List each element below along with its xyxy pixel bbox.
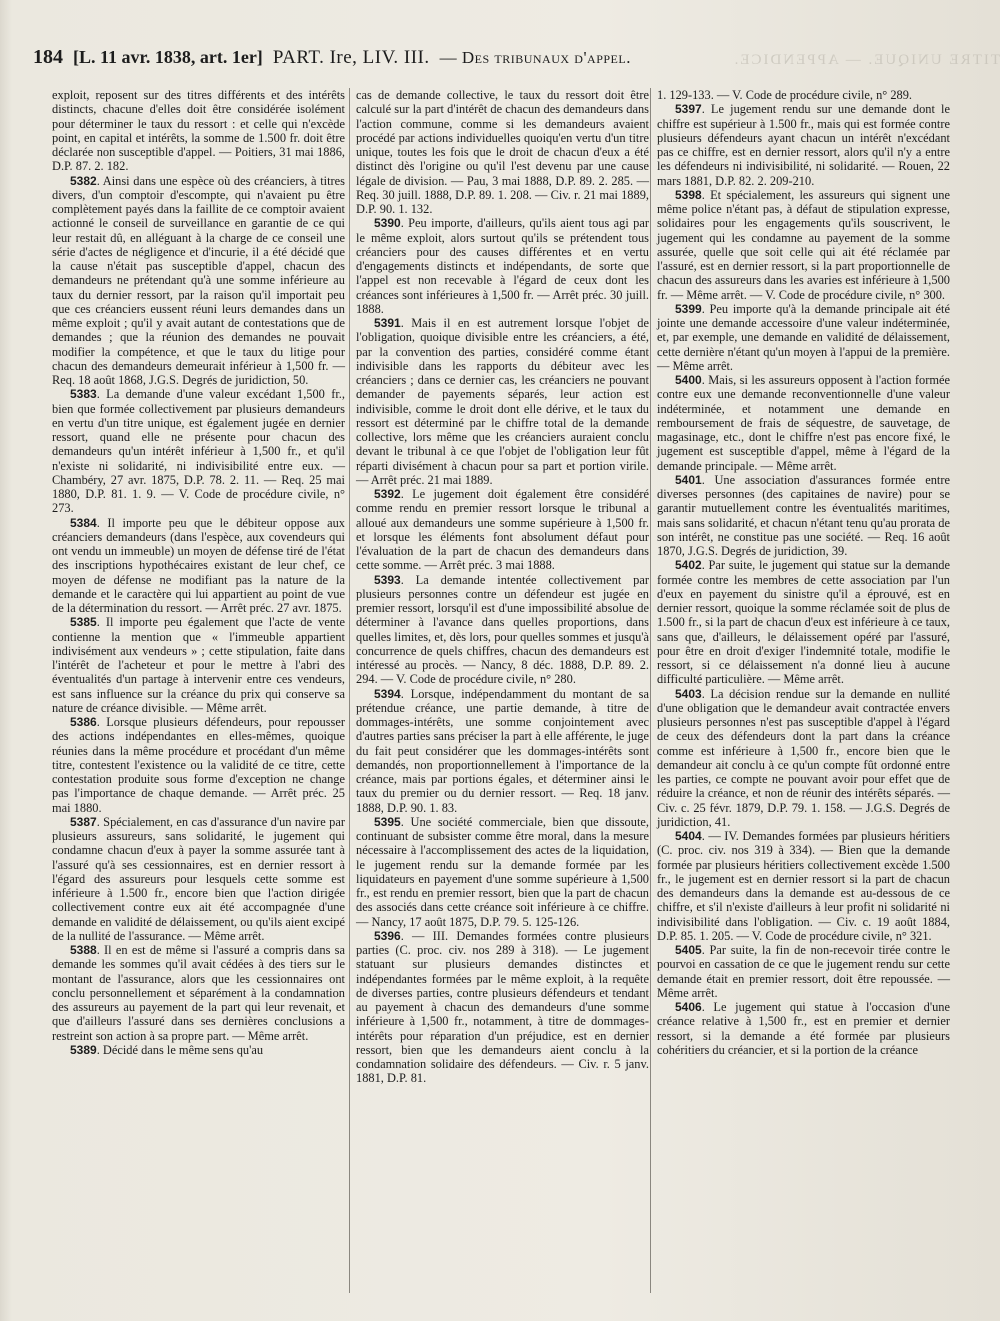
numbered-paragraph: [52, 715, 345, 815]
numbered-paragraph: [657, 373, 950, 473]
paragraph-text: . Une association d'assurances formée entre diverses personnes (des capitaines de navire) pour se garantir mutuellement contre les éventualités maritimes, mais sans solidarité, et chacun n'étant tenu qu'au prorata de son intérêt, ne constitue pas une société. — Req. 16 août 1870, J.G.S. Degrés de juridiction, 39.: [657, 472, 950, 558]
paragraph-number: 5404: [675, 829, 702, 843]
paragraph-text: . La demande d'une valeur excédant 1,500 fr., bien que formée collectivement par plusieurs demandeurs en vertu d'un titre unique, est également jugée en dernier ressort, quand elle ne présente pour chacun des demandeurs qu'un intérêt inférieur à 1,500 fr., et qu'il n'existe ni solidarité, ni indivisibilité entre eux. — Chambéry, 27 avr. 1875, D.P. 78. 2. 11. — Req. 25 mai 1880, D.P. 81. 1. 9. — V. Code de procédure civile, n° 273.: [52, 387, 345, 516]
numbered-paragraph: [52, 174, 345, 388]
paragraph-number: 5390: [374, 216, 401, 231]
paragraph-text: . Mais, si les assureurs opposent à l'action formée contre eux une demande reconventionnelle d'une valeur indéterminée, et notamment une demande en remboursement de frais de séquestre, de sauvetage, de magasinage, etc., dont le chiffre n'est pas encore fixé, le jugement est susceptible d'appel, même à l'égard de la demande principale. — Même arrêt.: [657, 373, 950, 473]
continued-paragraph: [52, 88, 345, 174]
paragraph-text: . Spécialement, en cas d'assurance d'un navire par plusieurs assureurs, sans solidarité, le jugement qui condamne chacun d'eux à payer la somme assurée tant à l'assuré qu'à ses cessionnaires, est en dernier ressort à l'égard des assureurs pour lesquels cette somme est inférieure à 1.500 fr., encore bien que l'action dirigée collectivement contre eux ait été accompagnée d'une demande en validité de délaissement, ou qu'ils aient excipé de la nullité de l'assurance. — Même arrêt.: [52, 814, 345, 943]
numbered-paragraph: [356, 815, 649, 929]
paragraph-number: 5403: [675, 686, 702, 701]
paragraph-text: . Il importe peu que le débiteur oppose aux créanciers demandeurs (dans l'espèce, aux covendeurs qui ont vendu un immeuble) un moyen de défense tiré de l'état des inscriptions hypothécaires existant de leur chef, ce moyen de défense ne modifiant pas la nature de la demande et le caractère qui lui appartient au point de vue de la détermination du ressort. — Arrêt préc. 27 avr. 1875.: [52, 515, 345, 615]
numbered-paragraph: [657, 558, 950, 686]
numbered-paragraph: [52, 943, 345, 1043]
law-reference: [L. 11 avr. 1838, art. 1er]: [73, 47, 263, 67]
paragraph-number: 5385: [70, 615, 97, 630]
paragraph-text: . Mais il en est autrement lorsque l'objet de l'obligation, quoique divisible entre les créanciers, a été, par la convention des parties, considéré comme étant indivisible dans les rapports du débiteur avec les créanciers ; dans ce dernier cas, les créanciers ne pouvant demander de payements séparés, leur action est indivisible, comme le droit dont elle dérive, et le taux du ressort est déterminé par le chiffre total de la demande collective, lors même que les créanciers auraient conclu devant le tribunal à ce que l'objet de l'obligation leur fût réparti divisément à chacun pour sa part et portion virile. — Arrêt préc. 21 mai 1889.: [356, 316, 649, 487]
paragraph-number: 5402: [675, 558, 702, 573]
paragraph-number: 5393: [374, 572, 401, 587]
paragraph-text: . Il importe peu également que l'acte de vente contienne la mention que « l'immeuble appartient indivisément aux vendeurs » ; cette stipulation, faite dans l'intérêt de l'acheteur et pour le mettre à l'abri des éventualités d'un partage à intervenir entre ces vendeurs, est sans influence sur la créance du prix qui conserve sa nature de créance divisible. — Même arrêt.: [52, 615, 345, 715]
running-header: [33, 46, 683, 76]
paragraph-number: 5382: [70, 173, 97, 188]
paragraph-number: 5400: [675, 373, 702, 387]
paragraph-text: . — III. Demandes formées contre plusieurs parties (C. proc. civ. nos 289 à 318). — Le jugement statuant sur plusieurs demandes distinctes et indépendantes formées par le même exploit, à la requête de diverses parties, contre plusieurs défendeurs et tendant au payement à chacun des demandeurs d'une somme inférieure à 1,500 fr., notamment, à titre de dommages-intérêts pour réparation d'un préjudice, est en dernier ressort, bien que les demandeurs aient conclu à la condamnation solidaire des défendeurs. — Civ. r. 5 janv. 1881, D.P. 81.: [356, 928, 649, 1086]
paragraph-number: 5384: [70, 515, 97, 530]
paragraph-text: . Il en est de même si l'assuré a compris dans sa demande les sommes qu'il avait cédées à des tiers sur le montant de l'assurance, alors que les cessionnaires ont conclu personnellement et séparément à la condamnation des assureurs au payement de la part qui leur revenait, et que d'ailleurs l'assuré dans ses dernières conclusions a restreint son action à sa propre part. — Même arrêt.: [52, 943, 345, 1043]
numbered-paragraph: [657, 687, 950, 830]
paragraph-text: . Ainsi dans une espèce où des créanciers, à titres divers, d'un comptoir d'escompte, qui n'avaient pu être complètement payés dans la faillite de ce comptoir avaient actionné le conseil de surveillance en garantie de ce qui leur restait dû, en alléguant à la charge de ce conseil une série d'actes de négligence et d'incurie, il a été décidé que la cause n'était pas susceptible d'appel, chacun des demandeurs ne prétendant qu'à une somme inférieure au taux du dernier ressort, par la raison qu'il importait peu que ces créanciers eussent réuni leurs demandes dans un même exploit ; qu'il y avait autant de contestations que de demandes ; que la réunion des demandes ne pouvait modifier la compétence, et que le taux du litige pour chacun des demandeurs demeurait inférieur à 1,500 fr. — Req. 18 août 1868, J.G.S. Degrés de juridiction, 50.: [52, 173, 345, 387]
numbered-paragraph: [356, 687, 649, 815]
paragraph-number: 5383: [70, 387, 97, 402]
numbered-paragraph: [52, 1043, 345, 1057]
paragraph-text: . La demande intentée collectivement par plusieurs personnes contre un défendeur est jugée en premier ressort, lorsqu'il est d'une impossibilité absolue de déterminer à l'avance dans quelles proportions, dans quelles limites, et, dès lors, pour quelles sommes et jusqu'à concurrence de quels chiffres, chacun des demandeurs est intéressé au procès. — Nancy, 8 déc. 1888, D.P. 89. 2. 294. — V. Code de procédure civile, n° 280.: [356, 572, 649, 687]
paragraph-number: 5406: [675, 1000, 702, 1014]
paragraph-text: . Et spécialement, les assureurs qui signent une même police n'étant pas, à défaut de stipulation expresse, solidaires pour les engagements qu'ils souscrivent, le jugement qui les condamne au payement de la somme assurée, quelle que soit celle qui ait été réclamée par l'assuré, est en dernier ressort, si la part proportionnelle de chacun des assureurs dans les avaries est inférieure à 1,500 fr. — Même arrêt. — V. Code de procédure civile, n° 300.: [657, 187, 950, 302]
paragraph-number: 5389: [70, 1042, 97, 1057]
paragraph-number: 5396: [374, 928, 401, 943]
numbered-paragraph: [52, 815, 345, 943]
paragraph-number: 5405: [675, 943, 702, 957]
numbered-paragraph: [657, 1000, 950, 1057]
paragraph-text: exploit, reposent sur des titres différents et des intérêts distincts, chacune d'elles doit être considérée isolément pour déterminer le taux du ressort : et celle qui n'excède point, en capital et intérêts, la somme de 1.500 fr. doit être déclarée non susceptible d'appel. — Poitiers, 31 mai 1886, D.P. 87. 2. 182.: [52, 88, 345, 174]
paragraph-number: 5395: [374, 814, 401, 829]
text-column-3: [657, 88, 950, 1300]
paragraph-text: . — IV. Demandes formées par plusieurs héritiers (C. proc. civ. nos 319 à 334). — Bien que la demande formée par plusieurs héritiers collectivement excède 1.500 fr., le jugement est en dernier ressort si la part de chacun des demandeurs dans la demande est au-dessous de ce chiffre, et s'il n'existe d'ailleurs à leur profit ni solidarité ni indivisibilité dans l'obligation. — Civ. c. 19 août 1884, D.P. 85. 1. 205. — V. Code de procédure civile, n° 321.: [657, 829, 950, 943]
paragraph-text: . Le jugement doit également être considéré comme rendu en premier ressort lorsque le tribunal a alloué aux demandeurs une somme supérieure à 1,500 fr. et lorsque les éléments font absolument défaut pour l'évaluation de la part de chacun des demandeurs dans cette somme. — Arrêt préc. 3 mai 1888.: [356, 487, 649, 573]
numbered-paragraph: [356, 573, 649, 687]
paragraph-text: 1. 129-133. — V. Code de procédure civile, n° 289.: [657, 88, 913, 102]
column-divider: [349, 88, 350, 1293]
paragraph-number: 5387: [70, 814, 97, 829]
numbered-paragraph: [657, 102, 950, 188]
paragraph-text: . Peu importe, d'ailleurs, qu'ils aient tous agi par le même exploit, alors surtout qu'ils se prétendent tous créanciers pour des causes différentes et en vertu d'engagements distincts et indépendants, de sorte que l'appel est non recevable à l'égard de ceux dont les créances sont inférieures à 1,500 fr. — Arrêt préc. 30 juill. 1888.: [356, 216, 649, 316]
text-column-2: [356, 88, 649, 1300]
paragraph-text: . Peu importe qu'à la demande principale ait été jointe une demande accessoire d'une valeur indéterminée, et, par exemple, une demande en validité de délaissement, cette dernière n'étant qu'un moyen à l'appui de la première. — Même arrêt.: [657, 301, 950, 373]
paragraph-number: 5399: [675, 301, 702, 316]
paragraph-number: 5388: [70, 943, 97, 957]
continued-paragraph: [657, 88, 950, 102]
section-title: — Des tribunaux d'appel.: [439, 48, 631, 67]
numbered-paragraph: [356, 929, 649, 1086]
numbered-paragraph: [657, 943, 950, 1000]
paragraph-number: 5386: [70, 715, 97, 729]
paragraph-number: 5401: [675, 472, 702, 487]
paragraph-text: . La décision rendue sur la demande en nullité d'une obligation que le demandeur avait contractée envers plusieurs personnes n'est pas susceptible d'appel à l'égard de ceux des défendeurs dont la part dans la créance comme est inférieure à 1,500 fr., encore bien que le demandeur ait conclu à ce qu'un compte fût ordonné entre les parties, ce compte ne pouvant avoir pour effet que de réduire la créance, et non de réunir des intérêts séparés. — Civ. c. 25 févr. 1879, D.P. 79. 1. 158. — J.G.S. Degrés de juridiction, 41.: [657, 686, 950, 829]
numbered-paragraph: [657, 302, 950, 373]
paragraph-text: . Lorsque plusieurs défendeurs, pour repousser des actions indépendantes en elles-mêmes, quoique réunies dans la même procédure et procédant d'un même titre, contestent l'existence ou la validité de ce titre, cette contestation produite sous forme d'exception ne change pas l'importance de chaque demande. — Arrêt préc. 25 mai 1880.: [52, 715, 345, 815]
numbered-paragraph: [356, 316, 649, 487]
numbered-paragraph: [52, 615, 345, 715]
numbered-paragraph: [52, 516, 345, 616]
page-number: 184: [33, 46, 63, 68]
paragraph-text: . Lorsque, indépendamment du montant de sa prétendue créance, une partie demande, à titre de dommages-intérêts, une somme conjointement avec d'autres parties sans préciser la part à elle afférente, le juge du fait peut considérer que les dommages-intérêts sont demandés, non proportionnellement à l'importance de la créance, mais par portions égales, et déterminer ainsi le taux du premier ou du dernier ressort. — Req. 18 janv. 1888, D.P. 90. 1. 83.: [356, 686, 649, 815]
paragraph-number: 5398: [675, 187, 702, 202]
text-column-1: [52, 88, 345, 1300]
paragraph-text: . Par suite, la fin de non-recevoir tirée contre le pourvoi en cassation de ce que le jugement rendu sur cette demande était en premier ressort, doit être repoussée. — Même arrêt.: [657, 943, 950, 1000]
numbered-paragraph: [356, 487, 649, 573]
paragraph-number: 5394: [374, 686, 401, 701]
numbered-paragraph: [356, 216, 649, 316]
paragraph-text: cas de demande collective, le taux du ressort doit être calculé sur la part d'intérêt de chacun des demandeurs dans l'action commune, comme si les demandeurs avaient procédé par actions individuelles quoiqu'en vertu d'un titre unique, toutes les fois que le droit de chacun d'eux a été distinct dès l'origine ou qu'il l'est devenu par une cause légale de division. — Pau, 3 mai 1888, D.P. 89. 2. 285. — Req. 30 juill. 1888, D.P. 89. 1. 208. — Civ. r. 21 mai 1889, D.P. 90. 1. 132.: [356, 88, 649, 216]
paragraph-number: 5397: [675, 102, 702, 117]
paragraph-text: . Décidé dans le même sens qu'au: [96, 1042, 264, 1057]
show-through-text: TITRE UNIQUE. — APPENDICE.: [732, 52, 1000, 68]
numbered-paragraph: [657, 829, 950, 943]
paragraph-text: . Par suite, le jugement qui statue sur la demande formée contre les membres de cette association par l'un d'eux en payement du sinistre qu'il a éprouvé, est en dernier ressort, quoique la somme réclamée soit de plus de 1.500 fr., si la part de chacun d'eux est inférieure à ce taux, sans que, d'ailleurs, le délaissement opéré par l'assuré, pour être en droit d'exiger l'indemnité totale, modifie le ressort, si ce délaissement n'a donné lieu à aucune difficulté particulière. — Même arrêt.: [657, 558, 950, 687]
part-reference: PART. Ire, LIV. III.: [272, 47, 430, 68]
paragraph-number: 5392: [374, 487, 401, 501]
paragraph-text: . Le jugement rendu sur une demande dont le chiffre est supérieur à 1.500 fr., mais qui est formée contre plusieurs défendeurs ayant chacun un intérêt n'excédant pas ce chiffre, est en dernier ressort, alors qu'il n'y a entre les défendeurs ni indivisibilité, ni solidarité. — Rouen, 22 mars 1881, D.P. 82. 2. 209-210.: [657, 102, 950, 188]
numbered-paragraph: [52, 387, 345, 515]
paragraph-number: 5391: [374, 316, 401, 330]
continued-paragraph: [356, 88, 649, 216]
column-divider: [650, 88, 651, 1293]
numbered-paragraph: [657, 473, 950, 559]
paragraph-text: . Une société commerciale, bien que dissoute, continuant de subsister comme être moral, dans la mesure nécessaire à l'accomplissement des actes de la liquidation, le jugement rendu sur la demande formée par les liquidateurs en payement d'une somme supérieure à 1,500 fr., est rendu en premier ressort, bien que la part de chacun des associés dans cette créance soit inférieure à ce chiffre. — Nancy, 17 août 1875, D.P. 79. 5. 125-126.: [356, 814, 649, 929]
paragraph-text: . Le jugement qui statue à l'occasion d'une créance relative à 1,500 fr., est en premier et dernier ressort, si la demande a été formée par plusieurs cohéritiers du créancier, et si la portion de la créance: [657, 1000, 950, 1057]
numbered-paragraph: [657, 188, 950, 302]
